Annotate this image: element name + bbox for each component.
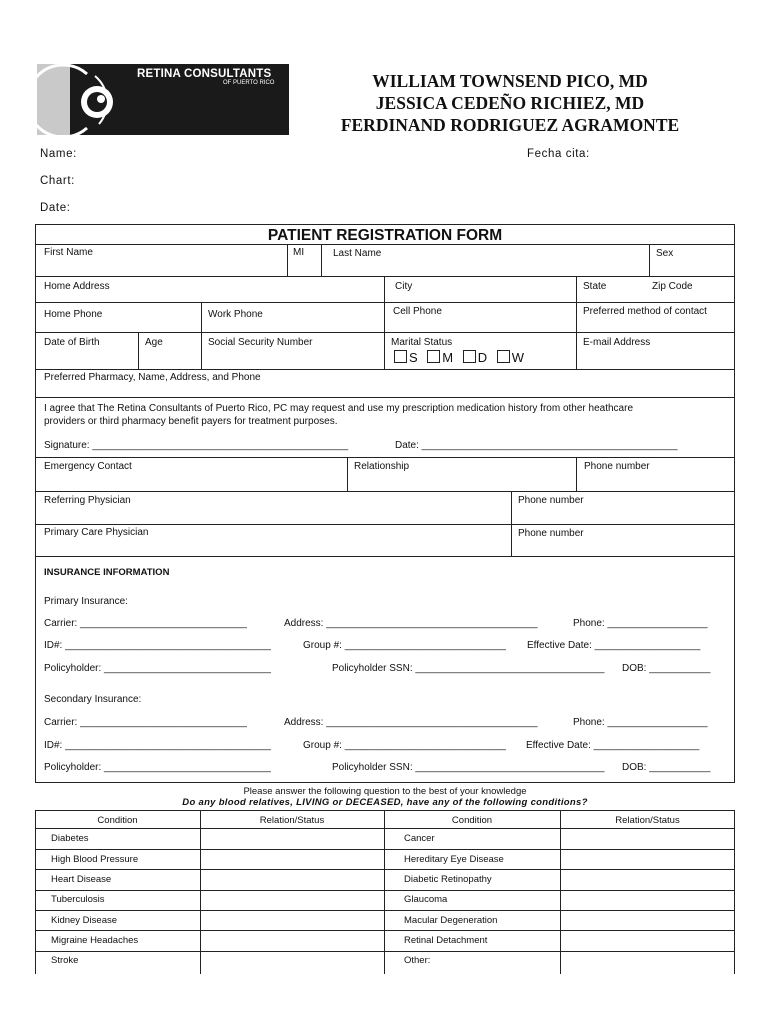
condition-cell: Diabetic Retinopathy xyxy=(404,874,492,885)
primary-address-field[interactable]: Address: ______________________________________ xyxy=(284,618,538,629)
doctor-name: JESSICA CEDEÑO RICHIEZ, MD xyxy=(375,93,645,113)
cell-phone-field[interactable]: Cell Phone xyxy=(393,306,442,317)
mi-field[interactable]: MI xyxy=(293,247,305,258)
referring-physician-field[interactable]: Referring Physician xyxy=(44,495,131,506)
primary-group-field[interactable]: Group #: _____________________________ xyxy=(303,640,506,651)
consent-text-line1: I agree that The Retina Consultants of Puerto Rico, PC may request and use my prescription medication history from other heathcare xyxy=(44,403,633,414)
condition-cell: Cancer xyxy=(404,833,435,844)
home-address-field[interactable]: Home Address xyxy=(44,281,110,292)
primary-insurance-label: Primary Insurance: xyxy=(44,596,128,607)
logo-title: RETINA CONSULTANTS xyxy=(137,68,272,80)
date-label: Date: xyxy=(40,202,71,214)
condition-cell: Glaucoma xyxy=(404,894,448,905)
secondary-dob-field[interactable]: DOB: ___________ xyxy=(622,762,711,773)
marital-s-checkbox[interactable] xyxy=(394,350,407,363)
primary-policyholder-ssn-field[interactable]: Policyholder SSN: __________________________________ xyxy=(332,663,605,674)
column-header-relation: Relation/Status xyxy=(259,815,325,826)
condition-cell: Hereditary Eye Disease xyxy=(404,854,504,865)
primary-policyholder-field[interactable]: Policyholder: ______________________________ xyxy=(44,663,271,674)
referring-phone-field[interactable]: Phone number xyxy=(518,495,584,506)
state-field[interactable]: State xyxy=(583,281,607,292)
doctor-names xyxy=(300,70,720,136)
condition-cell: Other: xyxy=(404,955,431,966)
preferred-contact-field[interactable]: Preferred method of contact xyxy=(583,306,707,317)
primary-carrier-field[interactable]: Carrier: ______________________________ xyxy=(44,618,247,629)
secondary-carrier-field[interactable]: Carrier: ______________________________ xyxy=(44,717,247,728)
condition-cell: Migraine Headaches xyxy=(51,935,139,946)
column-header-relation: Relation/Status xyxy=(615,815,680,826)
condition-cell: Tuberculosis xyxy=(51,894,105,905)
city-field[interactable]: City xyxy=(395,281,413,292)
condition-cell: Kidney Disease xyxy=(51,915,118,926)
consent-text-line2: providers or third pharmacy benefit payers for treatment purposes. xyxy=(44,416,338,427)
email-field[interactable]: E-mail Address xyxy=(583,337,651,348)
work-phone-field[interactable]: Work Phone xyxy=(208,309,263,320)
secondary-phone-field[interactable]: Phone: __________________ xyxy=(573,717,708,728)
secondary-address-field[interactable]: Address: ______________________________________ xyxy=(284,717,538,728)
marital-status-label: Marital Status xyxy=(391,337,453,348)
secondary-policyholder-field[interactable]: Policyholder: ______________________________ xyxy=(44,762,271,773)
secondary-policyholder-ssn-field[interactable]: Policyholder SSN: __________________________________ xyxy=(332,762,605,773)
zip-code-field[interactable]: Zip Code xyxy=(652,281,693,292)
condition-cell: Retinal Detachment xyxy=(404,935,488,946)
condition-cell: High Blood Pressure xyxy=(51,854,139,865)
last-name-field[interactable]: Last Name xyxy=(333,248,382,259)
marital-m-checkbox[interactable] xyxy=(427,350,440,363)
logo-subtitle: OF PUERTO RICO xyxy=(223,80,275,86)
signature-field[interactable]: Signature: ______________________________________________ xyxy=(44,440,349,451)
marital-w-checkbox[interactable] xyxy=(497,350,510,363)
eye-logo-icon xyxy=(37,64,147,135)
primary-effective-date-field[interactable]: Effective Date: ___________________ xyxy=(527,640,701,651)
practice-logo xyxy=(37,64,289,135)
insurance-heading: INSURANCE INFORMATION xyxy=(44,567,170,578)
pharmacy-field[interactable]: Preferred Pharmacy, Name, Address, and Phone xyxy=(44,372,261,383)
primary-id-field[interactable]: ID#: _____________________________________ xyxy=(44,640,271,651)
condition-cell: Macular Degeneration xyxy=(404,915,498,926)
form-title: PATIENT REGISTRATION FORM xyxy=(267,227,503,244)
relation-status-inputs-right[interactable] xyxy=(561,829,734,974)
family-history-question: Do any blood relatives, LIVING or DECEASED, have any of the following conditions? xyxy=(182,797,588,808)
fecha-cita-label: Fecha cita: xyxy=(527,148,590,160)
primary-care-field[interactable]: Primary Care Physician xyxy=(44,527,149,538)
primary-phone-field[interactable]: Phone: __________________ xyxy=(573,618,708,629)
emergency-phone-field[interactable]: Phone number xyxy=(584,461,650,472)
doctor-name: WILLIAM TOWNSEND PICO, MD xyxy=(372,71,648,91)
primary-care-phone-field[interactable]: Phone number xyxy=(518,528,584,539)
secondary-group-field[interactable]: Group #: _____________________________ xyxy=(303,740,506,751)
doctor-name: FERDINAND RODRIGUEZ AGRAMONTE xyxy=(340,115,680,135)
condition-cell: Diabetes xyxy=(51,833,89,844)
secondary-effective-date-field[interactable]: Effective Date: ___________________ xyxy=(526,740,700,751)
secondary-id-field[interactable]: ID#: _____________________________________ xyxy=(44,740,271,751)
primary-dob-field[interactable]: DOB: ___________ xyxy=(622,663,711,674)
date-of-birth-field[interactable]: Date of Birth xyxy=(44,337,100,348)
condition-cell: Stroke xyxy=(51,955,79,966)
ssn-field[interactable]: Social Security Number xyxy=(208,337,313,348)
home-phone-field[interactable]: Home Phone xyxy=(44,309,103,320)
consent-date-field[interactable]: Date: ______________________________________________ xyxy=(395,440,678,451)
column-header-condition: Condition xyxy=(97,815,138,826)
sex-field[interactable]: Sex xyxy=(656,248,674,259)
condition-cell: Heart Disease xyxy=(51,874,112,885)
first-name-field[interactable]: First Name xyxy=(44,247,93,258)
name-label: Name: xyxy=(40,148,77,160)
secondary-insurance-label: Secondary Insurance: xyxy=(44,694,142,705)
emergency-contact-field[interactable]: Emergency Contact xyxy=(44,461,132,472)
marital-status-options: S M D W xyxy=(391,350,527,365)
column-header-condition: Condition xyxy=(451,815,493,826)
chart-label: Chart: xyxy=(40,175,75,187)
age-field[interactable]: Age xyxy=(145,337,163,348)
relationship-field[interactable]: Relationship xyxy=(354,461,410,472)
marital-d-checkbox[interactable] xyxy=(463,350,476,363)
family-history-instruction: Please answer the following question to the best of your knowledge xyxy=(243,786,527,797)
relation-status-inputs-left[interactable] xyxy=(201,829,384,974)
